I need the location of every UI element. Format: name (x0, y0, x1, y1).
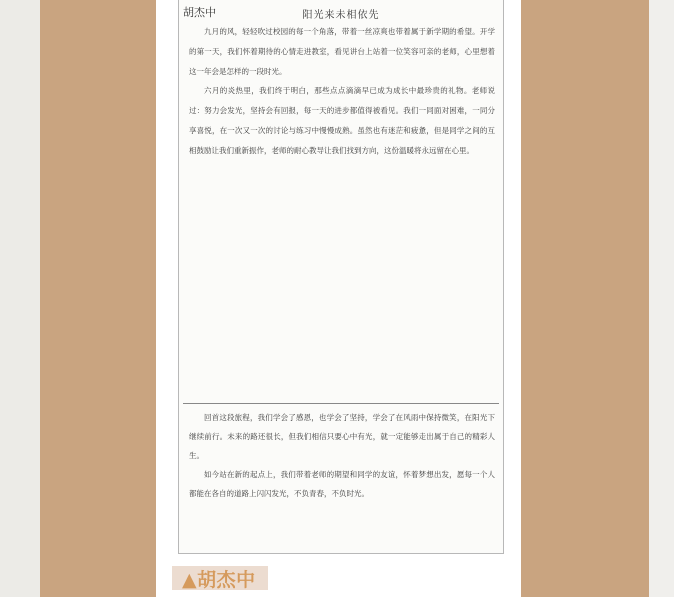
page-break-line (183, 403, 499, 404)
left-background-panel (40, 0, 156, 597)
essay-body-bottom (189, 408, 495, 538)
right-page-edge (649, 0, 674, 597)
right-background-panel (521, 0, 649, 597)
author-header: 胡杰中 (183, 6, 216, 19)
paragraph: 九月的风，轻轻吹过校园的每一个角落，带着一丝凉爽也带着属于新学期的希望。开学的第一天，我们怀着期待的心情走进教室，看见讲台上站着一位笑容可亲的老师，心里想着这一年会是怎样的一段时光。 (189, 27, 495, 76)
handwritten-essay-scan (178, 0, 504, 554)
paragraph: 六月的炎热里，我们终于明白，那些点点滴滴早已成为成长中最珍贵的礼物。老师说过：努力会发光，坚持会有回报，每一天的进步都值得被看见。我们一同面对困难，一同分享喜悦，在一次又一次的讨论与练习中慢慢成熟。虽然也有迷茫和疲惫，但是同学之间的互相鼓励让我们重新振作，老师的耐心教导让我们找到方向，这份温暖将永远留在心里。 (189, 86, 495, 155)
paragraph: 如今站在新的起点上，我们带着老师的期望和同学的友谊，怀着梦想出发，愿每一个人都能在各自的道路上闪闪发光，不负青春，不负时光。 (189, 470, 495, 498)
paragraph: 回首这段旅程，我们学会了感恩，也学会了坚持，学会了在风雨中保持微笑，在阳光下继续前行。未来的路还很长，但我们相信只要心中有光，就一定能够走出属于自己的精彩人生。 (189, 413, 495, 460)
essay-body-top (189, 22, 495, 394)
image-caption: ▲胡杰中 (182, 569, 256, 591)
essay-title: 阳光来未相依先 (302, 10, 380, 21)
